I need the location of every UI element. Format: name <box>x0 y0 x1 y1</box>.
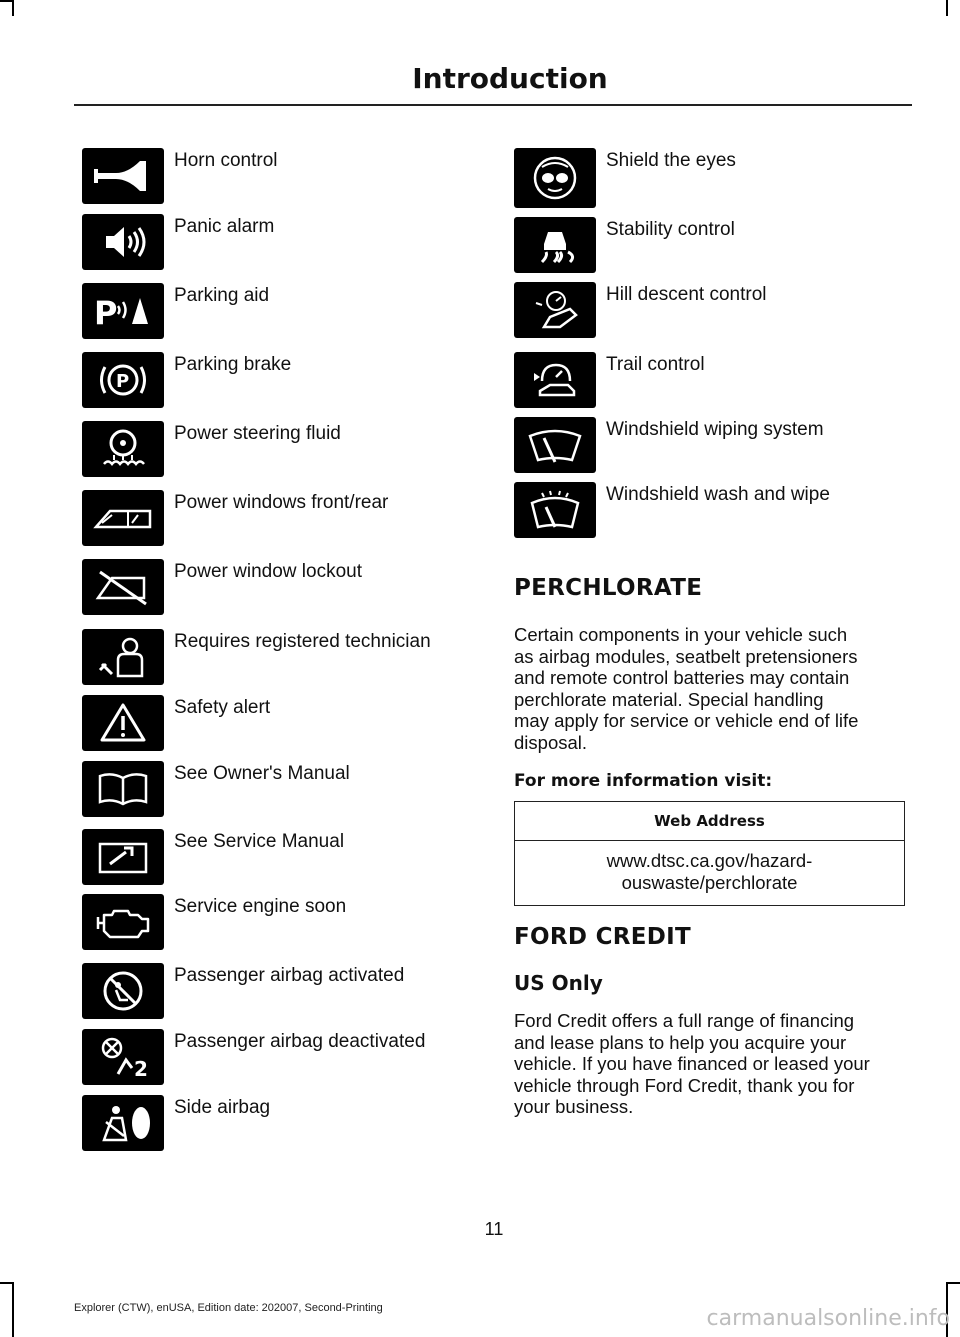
icon-label: Shield the eyes <box>606 150 736 171</box>
ford-credit-body <box>514 1010 870 1118</box>
crop-mark <box>0 0 12 2</box>
header-rule <box>74 104 912 106</box>
airbag-activated-icon <box>82 963 164 1019</box>
icon-label: Trail control <box>606 354 705 375</box>
icon-label: Side airbag <box>174 1097 271 1118</box>
icon-label: Windshield wiping system <box>606 419 824 440</box>
parking-aid-icon <box>82 283 164 339</box>
crop-mark <box>12 1282 14 1337</box>
text-line: and lease plans to help you acquire your <box>514 1031 847 1053</box>
icon-label: Safety alert <box>174 697 271 718</box>
text-line: disposal. <box>514 731 588 753</box>
table-header-row <box>515 802 905 841</box>
text-line: vehicle through Ford Credit, thank you for <box>514 1074 855 1096</box>
speaker-icon <box>82 214 164 270</box>
text-line: may apply for service or vehicle end of life <box>514 710 859 732</box>
watermark: carmanualsonline.info <box>706 1306 950 1331</box>
engine-icon <box>82 894 164 950</box>
crop-mark <box>12 0 14 16</box>
skid-car-icon <box>514 217 596 273</box>
icon-label: Power window lockout <box>174 561 362 582</box>
icon-label: Parking brake <box>174 354 292 375</box>
text-line: your business. <box>514 1096 634 1118</box>
power-windows-icon <box>82 490 164 546</box>
horn-icon <box>82 148 164 204</box>
crop-mark <box>948 1282 960 1284</box>
web-address-cell[interactable] <box>515 841 905 906</box>
wash-wipe-icon <box>514 482 596 538</box>
web-address-table <box>514 801 905 906</box>
goggles-icon <box>514 148 596 208</box>
icon-label: Panic alarm <box>174 216 275 237</box>
crop-mark <box>0 1282 12 1284</box>
table-header: Web Address <box>515 802 905 841</box>
open-book-icon <box>82 761 164 817</box>
text-line: vehicle. If you have financed or leased your <box>514 1053 870 1075</box>
icon-label: Parking aid <box>174 285 270 306</box>
icon-label: See Owner's Manual <box>174 763 350 784</box>
table-row <box>515 841 905 906</box>
steering-fluid-icon <box>82 421 164 477</box>
icon-label: See Service Manual <box>174 831 345 852</box>
ford-credit-heading: FORD CREDIT <box>514 924 692 950</box>
svg-text:2: 2 <box>134 1057 148 1080</box>
text-line: perchlorate material. Special handling <box>514 688 824 710</box>
airbag-deactivated-icon <box>82 1029 164 1085</box>
icon-label: Passenger airbag deactivated <box>174 1031 426 1052</box>
hill-descent-icon <box>514 282 596 338</box>
trail-control-icon <box>514 352 596 408</box>
page-number: 11 <box>484 1219 504 1239</box>
text-line: as airbag modules, seatbelt pretensioners <box>514 645 858 667</box>
crop-mark <box>946 0 948 16</box>
parking-brake-icon <box>82 352 164 408</box>
icon-label: Passenger airbag activated <box>174 965 405 986</box>
more-info-label: For more information visit: <box>514 771 773 791</box>
side-airbag-icon <box>82 1095 164 1151</box>
icon-label: Service engine soon <box>174 896 347 917</box>
icon-label: Windshield wash and wipe <box>606 484 830 505</box>
technician-icon <box>82 629 164 685</box>
icon-label: Hill descent control <box>606 284 767 305</box>
us-only-subheading: US Only <box>514 971 603 995</box>
text-line: Certain components in your vehicle such <box>514 624 848 645</box>
text-line: ouswaste/perchlorate <box>621 872 798 893</box>
icon-label: Stability control <box>606 219 735 240</box>
perchlorate-body <box>514 624 858 754</box>
text-line: www.dtsc.ca.gov/hazard- <box>606 850 813 871</box>
window-lockout-icon <box>82 559 164 615</box>
perchlorate-heading: PERCHLORATE <box>514 575 703 601</box>
page-title: Introduction <box>412 62 608 95</box>
edition-footer: Explorer (CTW), enUSA, Edition date: 202007, Second-Printing <box>74 1302 383 1314</box>
text-line: and remote control batteries may contain <box>514 667 850 689</box>
icon-label: Requires registered technician <box>174 631 431 652</box>
svg-text:P: P <box>94 294 118 332</box>
icon-label: Power windows front/rear <box>174 492 389 513</box>
warning-triangle-icon <box>82 695 164 751</box>
service-manual-icon <box>82 829 164 885</box>
wiper-icon <box>514 417 596 473</box>
icon-label: Horn control <box>174 150 278 171</box>
text-line: Ford Credit offers a full range of financing <box>514 1010 855 1031</box>
svg-text:P: P <box>116 371 130 392</box>
icon-label: Power steering fluid <box>174 423 341 444</box>
